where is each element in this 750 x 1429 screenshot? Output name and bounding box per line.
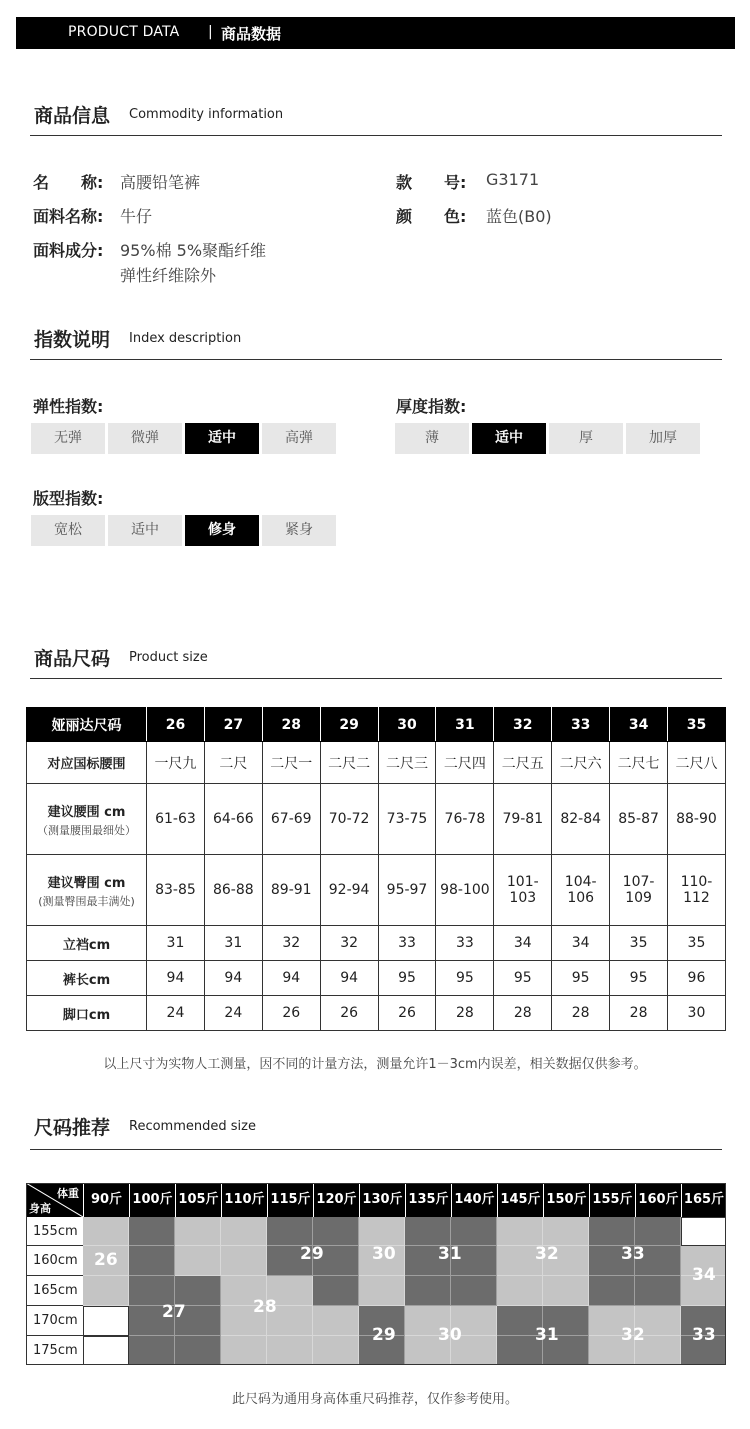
table-cell: 二尺三 (378, 742, 436, 784)
style-no-label: 款 号: (396, 173, 467, 192)
recommend-size-label: 29 (372, 1325, 396, 1345)
row-header-note: （测量腰围最细处） (37, 823, 136, 837)
banner-title-zh: 商品数据 (221, 25, 282, 43)
table-row (27, 926, 726, 961)
table-cell: 73-75 (378, 784, 436, 855)
table-cell: 二尺八 (668, 742, 726, 784)
table-cell: 98-100 (436, 855, 494, 926)
recommend-cell (267, 1217, 313, 1246)
table-cell: 70-72 (320, 784, 378, 855)
recommend-cell (221, 1217, 267, 1246)
row-header: 建议臀围 cm (测量臀围最丰满处) (27, 855, 147, 926)
weight-header: 165斤 (681, 1183, 726, 1217)
recommend-cell (451, 1217, 497, 1246)
table-cell: 94 (147, 961, 205, 996)
table-cell: 95 (610, 961, 668, 996)
table-cell: 83-85 (147, 855, 205, 926)
table-cell: 31 (204, 926, 262, 961)
elastic-option-0: 无弹 (31, 423, 105, 454)
index-section-title: 指数说明 (34, 329, 111, 351)
table-cell: 33 (378, 926, 436, 961)
table-cell: 94 (262, 961, 320, 996)
size-divider (30, 678, 722, 679)
thickness-index-label: 厚度指数: (396, 397, 467, 416)
recommend-cell (589, 1276, 635, 1306)
table-cell: 94 (204, 961, 262, 996)
table-cell: 二尺 (204, 742, 262, 784)
table-cell: 28 (436, 996, 494, 1031)
table-cell: 61-63 (147, 784, 205, 855)
style-no-value: G3171 (486, 170, 540, 189)
recommend-cell (359, 1276, 405, 1306)
table-cell: 28 (552, 996, 610, 1031)
table-cell: 32 (262, 926, 320, 961)
size-header-cell: 26 (147, 708, 205, 742)
table-cell: 二尺一 (262, 742, 320, 784)
commodity-section-subtitle: Commodity information (129, 107, 284, 122)
recommend-size-label: 26 (94, 1250, 118, 1270)
table-row (27, 855, 726, 926)
weight-header: 140斤 (451, 1183, 497, 1217)
weight-header: 105斤 (175, 1183, 221, 1217)
fit-option-3: 紧身 (262, 515, 336, 546)
weight-header: 150斤 (543, 1183, 589, 1217)
weight-header: 135斤 (405, 1183, 451, 1217)
thickness-option-0: 薄 (395, 423, 469, 454)
table-cell: 26 (320, 996, 378, 1031)
recommend-cell (497, 1217, 543, 1246)
size-header-row (27, 708, 726, 742)
color-label: 颜 色: (396, 207, 467, 226)
recommend-cell (83, 1217, 129, 1246)
recommend-corner (26, 1183, 83, 1217)
elastic-option-2: 适中 (185, 423, 259, 454)
commodity-section-title: 商品信息 (34, 105, 111, 127)
table-cell: 88-90 (668, 784, 726, 855)
recommend-cell (359, 1217, 405, 1246)
table-cell: 28 (610, 996, 668, 1031)
row-header-note: (测量臀围最丰满处) (38, 894, 135, 908)
size-header-cell: 34 (610, 708, 668, 742)
height-label: 160cm (26, 1246, 83, 1276)
recommend-size-label: 32 (621, 1325, 645, 1345)
recommend-section-subtitle: Recommended size (129, 1119, 256, 1134)
elastic-option-3: 高弹 (262, 423, 336, 454)
fit-index-label: 版型指数: (33, 489, 104, 508)
recommend-size-label: 30 (438, 1325, 462, 1345)
table-cell: 33 (436, 926, 494, 961)
recommend-cell (313, 1217, 359, 1246)
color-value: 蓝色(B0) (486, 207, 552, 226)
weight-header: 160斤 (635, 1183, 681, 1217)
weight-header: 130斤 (359, 1183, 405, 1217)
recommend-size-label: 29 (300, 1244, 324, 1264)
row-header: 建议腰围 cm （测量腰围最细处） (27, 784, 147, 855)
table-cell: 一尺九 (147, 742, 205, 784)
table-cell: 79-81 (494, 784, 552, 855)
recommend-cell (129, 1246, 175, 1276)
recommend-size-label: 33 (692, 1325, 716, 1345)
recommend-size-label: 32 (535, 1244, 559, 1264)
composition-line2: 弹性纤维除外 (120, 266, 217, 285)
size-section-title: 商品尺码 (34, 648, 111, 670)
row-header: 立裆cm (27, 926, 147, 961)
recommend-cell (221, 1246, 267, 1276)
height-label: 170cm (26, 1306, 83, 1336)
banner-separator: | (208, 24, 213, 40)
fit-option-0: 宽松 (31, 515, 105, 546)
elastic-option-1: 微弹 (108, 423, 182, 454)
recommend-cell (681, 1217, 726, 1246)
recommend-cell (175, 1217, 221, 1246)
weight-header: 145斤 (497, 1183, 543, 1217)
row-header: 裤长cm (27, 961, 147, 996)
recommend-cell (267, 1336, 313, 1365)
recommend-cell (635, 1217, 681, 1246)
table-cell: 30 (668, 996, 726, 1031)
commodity-divider (30, 135, 722, 136)
table-row (27, 996, 726, 1031)
table-cell: 26 (262, 996, 320, 1031)
size-header-cell: 33 (552, 708, 610, 742)
recommend-cell (497, 1276, 543, 1306)
index-divider (30, 359, 722, 360)
recommend-note: 此尺码为通用身高体重尺码推荐，仅作参考使用。 (231, 1392, 518, 1407)
composition-label: 面料成分: (33, 241, 104, 260)
size-header-cell: 30 (378, 708, 436, 742)
thickness-option-1: 适中 (472, 423, 546, 454)
recommend-cell (405, 1276, 451, 1306)
height-label: 165cm (26, 1276, 83, 1306)
recommend-cell (83, 1306, 129, 1336)
table-cell: 二尺五 (494, 742, 552, 784)
table-cell: 110-112 (668, 855, 726, 926)
recommend-cell (175, 1246, 221, 1276)
row-header: 对应国标腰围 (27, 742, 147, 784)
recommend-size-label: 27 (162, 1302, 186, 1322)
recommend-cell (543, 1276, 589, 1306)
recommend-section-title: 尺码推荐 (34, 1117, 111, 1139)
weight-header: 90斤 (83, 1183, 129, 1217)
recommend-cell (83, 1276, 129, 1306)
weight-header: 100斤 (129, 1183, 175, 1217)
table-cell: 二尺六 (552, 742, 610, 784)
size-header-cell: 32 (494, 708, 552, 742)
table-cell: 24 (204, 996, 262, 1031)
recommend-cell (129, 1217, 175, 1246)
recommend-size-label: 33 (621, 1244, 645, 1264)
table-cell: 35 (668, 926, 726, 961)
table-cell: 95-97 (378, 855, 436, 926)
size-header-label: 娅丽达尺码 (27, 708, 147, 742)
weight-header: 115斤 (267, 1183, 313, 1217)
table-row (27, 784, 726, 855)
recommend-cell (129, 1336, 175, 1365)
table-cell: 89-91 (262, 855, 320, 926)
table-cell: 31 (147, 926, 205, 961)
recommend-cell (83, 1336, 129, 1365)
recommend-cell (405, 1217, 451, 1246)
table-cell: 二尺七 (610, 742, 668, 784)
thickness-option-3: 加厚 (626, 423, 700, 454)
table-cell: 86-88 (204, 855, 262, 926)
table-cell: 96 (668, 961, 726, 996)
table-cell: 95 (552, 961, 610, 996)
recommend-size-label: 31 (438, 1244, 462, 1264)
size-header-cell: 28 (262, 708, 320, 742)
size-header-cell: 35 (668, 708, 726, 742)
size-section-subtitle: Product size (129, 650, 208, 665)
size-note: 以上尺寸为实物人工测量，因不同的计量方法，测量允许1－3cm内误差，相关数据仅供参考。 (103, 1057, 647, 1072)
table-cell: 82-84 (552, 784, 610, 855)
fit-option-1: 适中 (108, 515, 182, 546)
table-cell: 95 (436, 961, 494, 996)
table-cell: 76-78 (436, 784, 494, 855)
table-cell: 67-69 (262, 784, 320, 855)
size-header-cell: 27 (204, 708, 262, 742)
size-table (26, 707, 726, 1031)
table-cell: 104-106 (552, 855, 610, 926)
table-cell: 24 (147, 996, 205, 1031)
recommend-cell (313, 1306, 359, 1336)
row-header: 脚口cm (27, 996, 147, 1031)
recommend-cell (589, 1217, 635, 1246)
table-cell: 101-103 (494, 855, 552, 926)
recommend-cell (313, 1276, 359, 1306)
table-cell: 34 (552, 926, 610, 961)
recommend-size-label: 31 (535, 1325, 559, 1345)
product-data-banner (16, 17, 735, 49)
table-row (27, 961, 726, 996)
recommend-cell (543, 1217, 589, 1246)
table-cell: 35 (610, 926, 668, 961)
recommend-size-label: 30 (372, 1244, 396, 1264)
table-cell: 92-94 (320, 855, 378, 926)
table-cell: 95 (494, 961, 552, 996)
index-section-subtitle: Index description (129, 331, 242, 346)
recommend-cell (635, 1276, 681, 1306)
recommend-cell (313, 1336, 359, 1365)
height-label: 155cm (26, 1217, 83, 1246)
fit-option-2: 修身 (185, 515, 259, 546)
corner-weight-label: 体重 (57, 1187, 79, 1200)
recommend-divider (30, 1149, 722, 1150)
weight-header: 155斤 (589, 1183, 635, 1217)
name-label: 名 称: (33, 173, 104, 192)
fabric-label: 面料名称: (33, 207, 104, 226)
weight-header: 120斤 (313, 1183, 359, 1217)
recommend-cell (451, 1276, 497, 1306)
table-cell: 34 (494, 926, 552, 961)
table-cell: 85-87 (610, 784, 668, 855)
recommend-size-label: 34 (692, 1265, 716, 1285)
table-cell: 32 (320, 926, 378, 961)
size-header-cell: 31 (436, 708, 494, 742)
table-cell: 95 (378, 961, 436, 996)
banner-title-en: PRODUCT DATA (68, 24, 180, 40)
table-cell: 28 (494, 996, 552, 1031)
table-cell: 二尺二 (320, 742, 378, 784)
fabric-value: 牛仔 (120, 207, 153, 226)
table-cell: 94 (320, 961, 378, 996)
table-cell: 二尺四 (436, 742, 494, 784)
table-cell: 64-66 (204, 784, 262, 855)
table-cell: 26 (378, 996, 436, 1031)
thickness-option-2: 厚 (549, 423, 623, 454)
composition-line1: 95%棉 5%聚酯纤维 (120, 241, 267, 260)
recommend-cell (221, 1336, 267, 1365)
table-row (27, 742, 726, 784)
elastic-index-label: 弹性指数: (33, 397, 104, 416)
height-label: 175cm (26, 1336, 83, 1365)
weight-header: 110斤 (221, 1183, 267, 1217)
corner-height-label: 身高 (29, 1202, 51, 1215)
recommend-size-label: 28 (253, 1297, 277, 1317)
size-header-cell: 29 (320, 708, 378, 742)
table-cell: 107-109 (610, 855, 668, 926)
recommend-cell (175, 1336, 221, 1365)
name-value: 高腰铅笔裤 (120, 173, 201, 192)
